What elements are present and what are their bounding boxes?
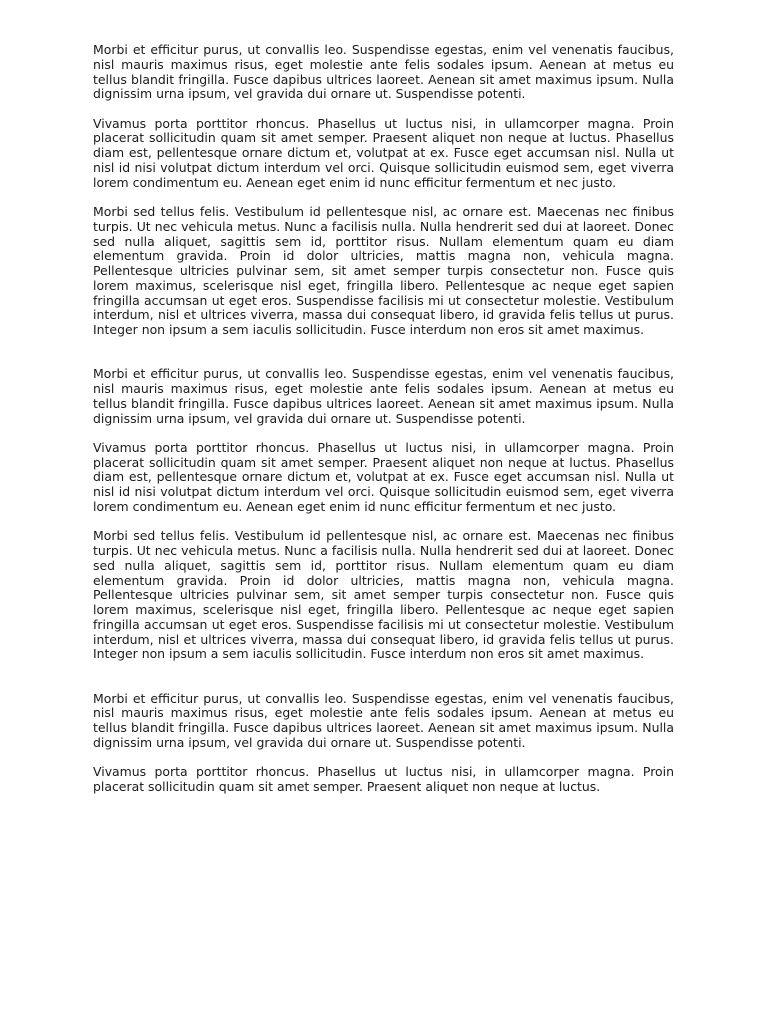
paragraph: Morbi sed tellus felis. Vestibulum id pellentesque nisl, ac ornare est. Maecenas nec finibus turpis. Ut nec vehicula metus. Nunc a facilisis nulla. Nulla hendrerit sed dui at laoreet. Donec sed nulla aliquet, sagittis sem id, porttitor risus. Nullam elementum quam eu diam elementum gravida. Proin id dolor ultricies, mattis magna non, vehicula magna. Pellentesque ultricies pulvinar sem, sit amet semper turpis consectetur non. Fusce quis lorem maximus, scelerisque nisl eget, fringilla libero. Pellentesque ac neque eget sapien fringilla accumsan ut eget eros. Suspendisse facilisis mi ut consectetur molestie. Vestibulum interdum, nisl et ultrices viverra, massa dui consequat libero, id gravida felis tellus ut purus. Integer non ipsum a sem iaculis sollicitudin. Fusce interdum non eros sit amet maximus. — [93, 204, 674, 338]
document-body — [93, 43, 674, 795]
paragraph: Vivamus porta porttitor rhoncus. Phasellus ut luctus nisi, in ullamcorper magna. Proin placerat sollicitudin quam sit amet semper. Praesent aliquet non neque at luctus. Phasellus diam est, pellentesque ornare dictum et, volutpat at ex. Fusce eget accumsan nisl. Nulla ut nisl id nisi volutpat dictum interdum vel orci. Quisque sollicitudin euismod sem, eget viverra lorem condimentum eu. Aenean eget enim id nunc efficitur fermentum et nec justo. — [93, 115, 674, 190]
text-block-2 — [93, 367, 674, 662]
text-block-1 — [93, 43, 674, 338]
block-spacer — [93, 677, 674, 692]
paragraph: Morbi sed tellus felis. Vestibulum id pellentesque nisl, ac ornare est. Maecenas nec finibus turpis. Ut nec vehicula metus. Nunc a facilisis nulla. Nulla hendrerit sed dui at laoreet. Donec sed nulla aliquet, sagittis sem id, porttitor risus. Nullam elementum quam eu diam elementum gravida. Proin id dolor ultricies, mattis magna non, vehicula magna. Pellentesque ultricies pulvinar sem, sit amet semper turpis consectetur non. Fusce quis lorem maximus, scelerisque nisl eget, fringilla libero. Pellentesque ac neque eget sapien fringilla accumsan ut eget eros. Suspendisse facilisis mi ut consectetur molestie. Vestibulum interdum, nisl et ultrices viverra, massa dui consequat libero, id gravida felis tellus ut purus. Integer non ipsum a sem iaculis sollicitudin. Fusce interdum non eros sit amet maximus. — [93, 528, 674, 662]
paragraph: Morbi et efficitur purus, ut convallis leo. Suspendisse egestas, enim vel venenatis faucibus, nisl mauris maximus risus, eget molestie ante felis sodales ipsum. Aenean at metus eu tellus blandit fringilla. Fusce dapibus ultrices laoreet. Aenean sit amet maximus ipsum. Nulla dignissim urna ipsum, vel gravida dui ornare ut. Suspendisse potenti. — [93, 42, 674, 102]
paragraph: Morbi et efficitur purus, ut convallis leo. Suspendisse egestas, enim vel venenatis faucibus, nisl mauris maximus risus, eget molestie ante felis sodales ipsum. Aenean at metus eu tellus blandit fringilla. Fusce dapibus ultrices laoreet. Aenean sit amet maximus ipsum. Nulla dignissim urna ipsum, vel gravida dui ornare ut. Suspendisse potenti. — [93, 690, 674, 750]
paragraph: Morbi et efficitur purus, ut convallis leo. Suspendisse egestas, enim vel venenatis faucibus, nisl mauris maximus risus, eget molestie ante felis sodales ipsum. Aenean at metus eu tellus blandit fringilla. Fusce dapibus ultrices laoreet. Aenean sit amet maximus ipsum. Nulla dignissim urna ipsum, vel gravida dui ornare ut. Suspendisse potenti. — [93, 366, 674, 426]
paragraph: Vivamus porta porttitor rhoncus. Phasellus ut luctus nisi, in ullamcorper magna. Proin placerat sollicitudin quam sit amet semper. Praesent aliquet non neque at luctus. — [93, 764, 674, 794]
text-block-3 — [93, 692, 674, 795]
paragraph: Vivamus porta porttitor rhoncus. Phasellus ut luctus nisi, in ullamcorper magna. Proin placerat sollicitudin quam sit amet semper. Praesent aliquet non neque at luctus. Phasellus diam est, pellentesque ornare dictum et, volutpat at ex. Fusce eget accumsan nisl. Nulla ut nisl id nisi volutpat dictum interdum vel orci. Quisque sollicitudin euismod sem, eget viverra lorem condimentum eu. Aenean eget enim id nunc efficitur fermentum et nec justo. — [93, 439, 674, 514]
block-spacer — [93, 353, 674, 368]
